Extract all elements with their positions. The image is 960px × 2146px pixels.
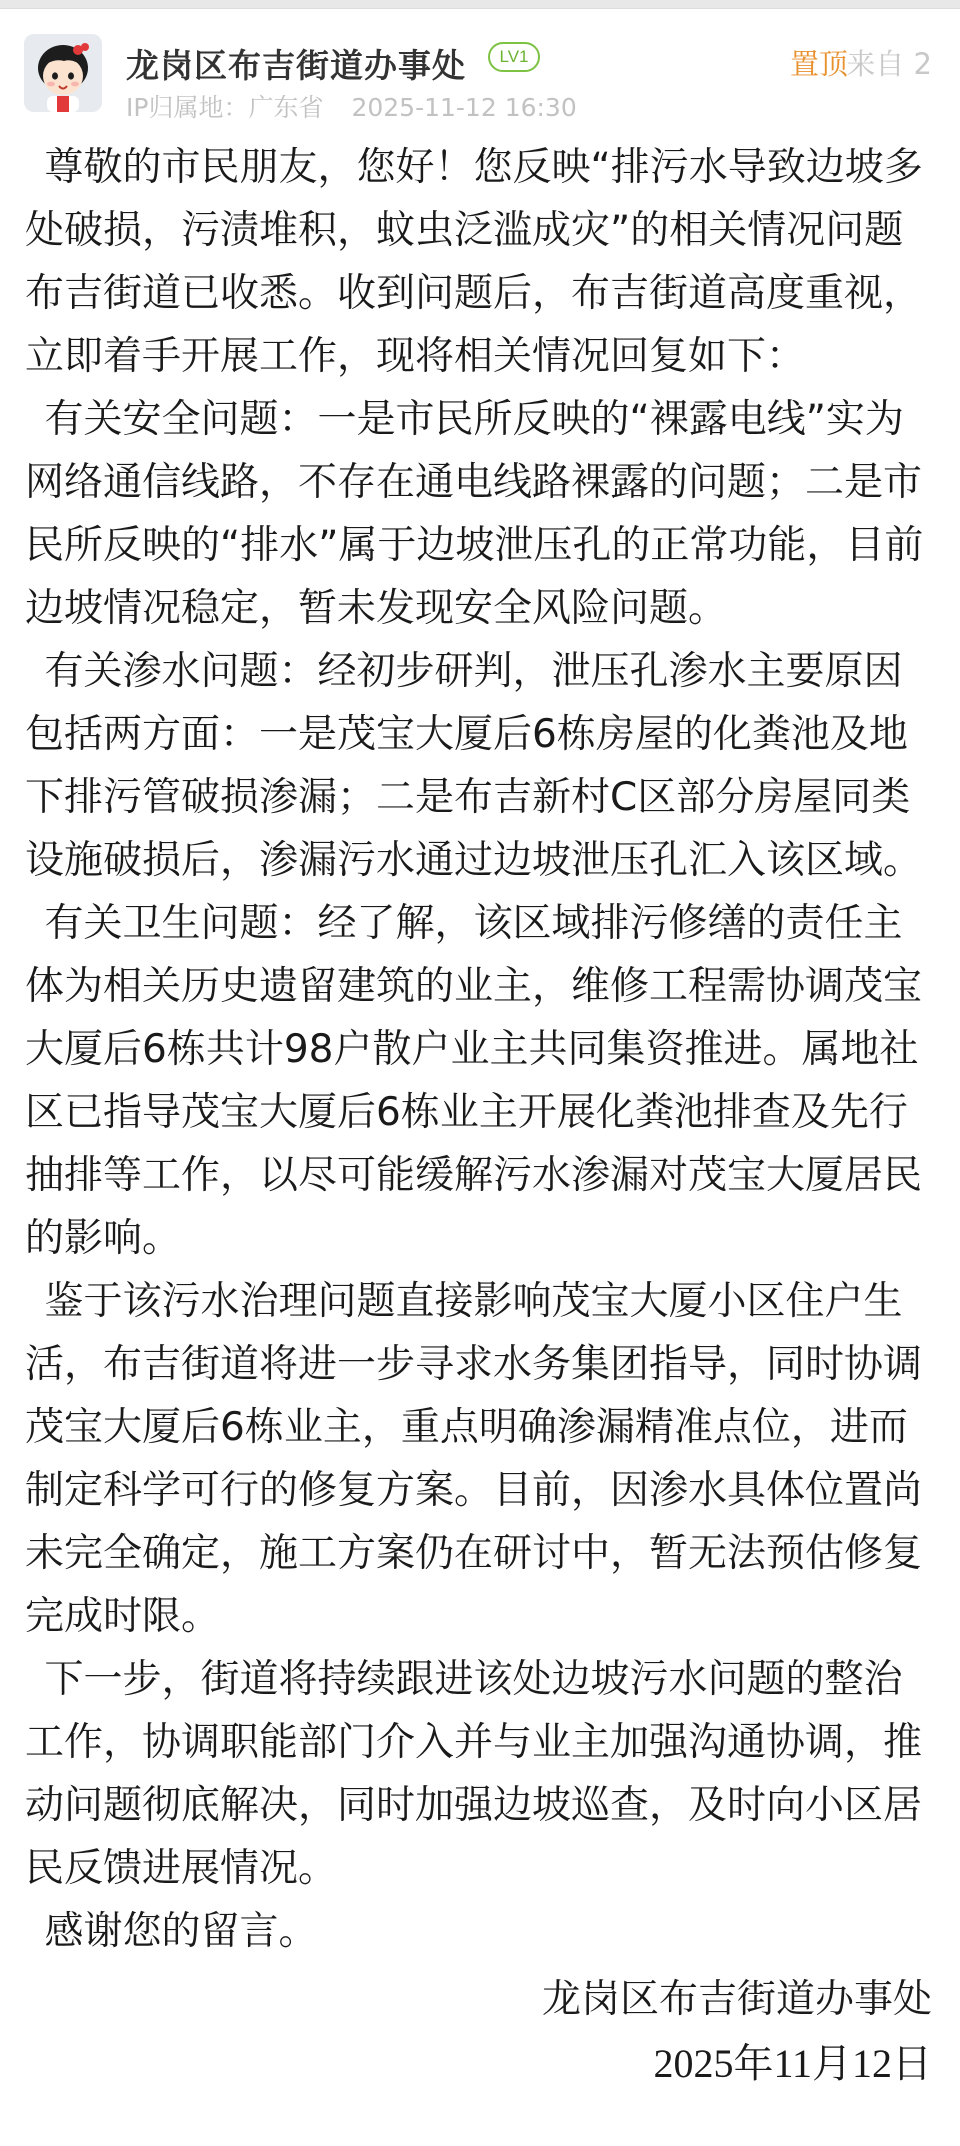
signature-block: [542, 1968, 932, 2096]
content-paragraph-safety: 有关安全问题：一是市民所反映的“裸露电线”实为网络通信线路，不存在通电线路裸露的问题；二是市民所反映的“排水”属于边坡泄压孔的正常功能，目前边坡情况稳定，暂未发现安全风险问题。: [25, 397, 924, 631]
content-paragraph-plan: 鉴于该污水治理问题直接影响茂宝大厦小区住户生活，布吉街道将进一步寻求水务集团指导，同时协调茂宝大厦后6栋业主，重点明确渗漏精准点位，进而制定科学可行的修复方案。目前，因渗水具体位置尚未完全确定，施工方案仍在研讨中，暂无法预估修复完成时限。: [25, 1279, 923, 1639]
ip-location: IP归属地：广东省: [126, 93, 324, 122]
content-paragraph-next-step: 下一步，街道将持续跟进该处边坡污水问题的整治工作，协调职能部门介入并与业主加强沟通协调，推动问题彻底解决，同时加强边坡巡查，及时向小区居民反馈进展情况。: [25, 1657, 923, 1891]
level-badge: LV1: [488, 42, 540, 72]
post-timestamp: 2025-11-12 16:30: [351, 93, 577, 122]
post-content: [25, 136, 937, 1963]
cartoon-avatar-icon: [24, 34, 102, 112]
avatar[interactable]: [24, 34, 102, 112]
content-paragraph-greeting: 尊敬的市民朋友，您好！您反映“排污水导致边坡多处破损，污渍堆积，蚊虫泛滥成灾”的相关情况问题布吉街道已收悉。收到问题后，布吉街道高度重视，立即着手开展工作，现将相关情况回复如下：: [25, 145, 923, 379]
content-paragraph-sanitation: 有关卫生问题：经了解，该区域排污修缮的责任主体为相关历史遗留建筑的业主，维修工程需协调茂宝大厦后6栋共计98户散户业主共同集资推进。属地社区已指导茂宝大厦后6栋业主开展化粪池排查及先行抽排等工作，以尽可能缓解污水渗漏对茂宝大厦居民的影响。: [25, 901, 923, 1261]
author-name[interactable]: 龙岗区布吉街道办事处: [126, 46, 466, 85]
top-divider: [0, 0, 960, 9]
signature-date: 2025年11月12日: [653, 2041, 932, 2086]
post-header: [0, 28, 960, 124]
content-paragraph-seepage: 有关渗水问题：经初步研判，泄压孔渗水主要原因包括两方面：一是茂宝大厦后6栋房屋的化粪池及地下排污管破损渗漏；二是布吉新村C区部分房屋同类设施破损后，渗漏污水通过边坡泄压孔汇入该区域。: [25, 649, 923, 883]
pinned-badge: 置顶: [789, 47, 848, 81]
signature-org: 龙岗区布吉街道办事处: [541, 1977, 932, 2022]
content-paragraph-thanks: 感谢您的留言。: [44, 1909, 318, 1954]
source-label: 来自 2: [846, 47, 932, 81]
post-meta: [126, 88, 577, 124]
